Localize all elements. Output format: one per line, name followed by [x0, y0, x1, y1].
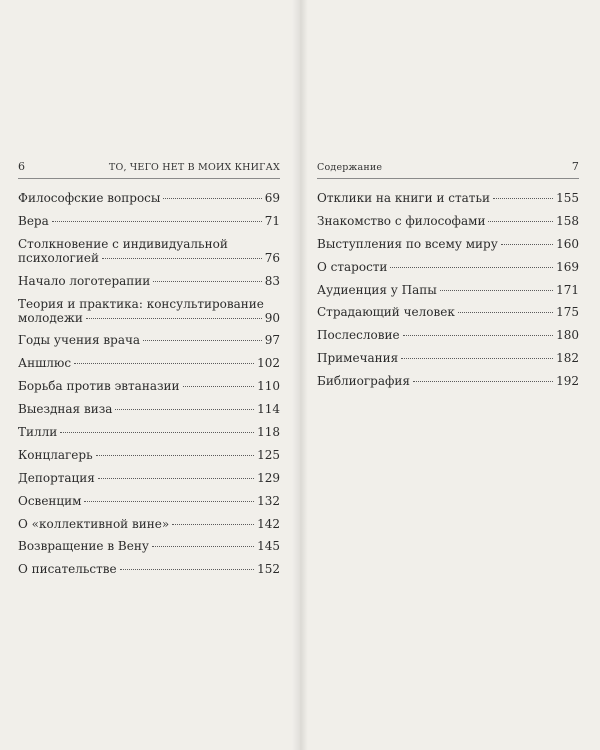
left-running-head [18, 160, 280, 179]
toc-entry-title: Депортация [18, 470, 95, 485]
toc-entry-title: Выездная виза [18, 402, 113, 417]
dot-leader [440, 290, 553, 291]
toc-entry [18, 379, 280, 393]
toc-entry [317, 237, 579, 251]
toc-entry-title: Возвращение в Вену [18, 539, 149, 554]
toc-entry-page-number: 102 [257, 356, 280, 371]
toc-entry [18, 562, 280, 576]
dot-leader [488, 221, 553, 222]
toc-entry-page-number: 132 [257, 493, 280, 508]
toc-entry-page-number: 169 [556, 259, 579, 274]
toc-entry-title: Начало логотерапии [18, 273, 151, 288]
toc-entry [18, 517, 280, 531]
toc-entry-page-number: 71 [264, 213, 280, 228]
toc-entry-title: Знакомство с философами [317, 213, 486, 228]
toc-entry-title: Освенцим [18, 493, 82, 508]
dot-leader [390, 267, 553, 268]
toc-entry-title-line1: Теория и практика: консультирование [18, 296, 264, 311]
toc-entry-title: Выступления по всему миру [317, 236, 498, 251]
left-page-number: 6 [18, 160, 26, 173]
dot-leader [403, 335, 554, 336]
dot-leader [60, 432, 254, 433]
toc-entry-page-number: 83 [264, 273, 280, 288]
toc-entry-title: Примечания [317, 351, 399, 366]
dot-leader [152, 546, 254, 547]
toc-entry [317, 214, 579, 228]
toc-entry [18, 274, 280, 288]
toc-entry-page-number: 129 [257, 470, 280, 485]
dot-leader [98, 478, 254, 479]
toc-entry-page-number: 158 [556, 213, 579, 228]
toc-entry-page-number: 175 [556, 305, 579, 320]
dot-leader [52, 221, 262, 222]
toc-entry [18, 494, 280, 508]
toc-entry-title: Отклики на книги и статьи [317, 191, 490, 205]
toc-entry-title-line1: Столкновение с индивидуальной [18, 236, 228, 251]
toc-entry-title: Концлагерь [18, 447, 93, 462]
toc-entry [317, 328, 579, 342]
toc-entry-page-number: 76 [264, 250, 280, 265]
dot-leader [458, 312, 553, 313]
dot-leader [413, 381, 553, 382]
toc-entry-page-number: 180 [556, 328, 579, 343]
toc-right [317, 191, 579, 388]
toc-entry-title: Философские вопросы [18, 191, 161, 205]
toc-entry-page-number: 160 [556, 236, 579, 251]
dot-leader [493, 198, 553, 199]
dot-leader [120, 569, 254, 570]
toc-entry [317, 374, 579, 388]
toc-entry-page-number: 110 [257, 379, 280, 394]
toc-entry-page-number: 155 [556, 191, 579, 205]
right-page [317, 160, 579, 397]
toc-entry-page-number: 182 [556, 351, 579, 366]
dot-leader [102, 258, 262, 259]
toc-entry-title: Вера [18, 213, 49, 228]
dot-leader [74, 363, 254, 364]
left-running-title: ТО, ЧЕГО НЕТ В МОИХ КНИГАХ [108, 162, 280, 173]
dot-leader [501, 244, 553, 245]
dot-leader [84, 501, 254, 502]
toc-entry-title: Страдающий человек [317, 305, 455, 320]
toc-left [18, 191, 280, 576]
toc-entry-page-number: 90 [264, 310, 280, 325]
toc-entry [18, 297, 280, 325]
book-gutter-shadow [292, 0, 308, 750]
toc-entry-page-number: 145 [257, 539, 280, 554]
toc-entry [18, 356, 280, 370]
toc-entry-title: О «коллективной вине» [18, 516, 170, 531]
toc-entry-page-number: 69 [264, 191, 280, 205]
toc-entry [18, 425, 280, 439]
dot-leader [401, 358, 553, 359]
dot-leader [86, 318, 262, 319]
toc-entry [18, 539, 280, 553]
toc-entry-title: О писательстве [18, 562, 117, 577]
right-running-title: Содержание [317, 162, 383, 173]
toc-entry [317, 351, 579, 365]
toc-entry [18, 214, 280, 228]
dot-leader [115, 409, 254, 410]
toc-entry-page-number: 171 [556, 282, 579, 297]
toc-entry-page-number: 118 [257, 425, 280, 440]
toc-entry-title: О старости [317, 259, 388, 274]
toc-entry-title: Тилли [18, 425, 58, 440]
dot-leader [172, 524, 254, 525]
toc-entry [317, 283, 579, 297]
dot-leader [163, 198, 261, 199]
toc-entry [18, 402, 280, 416]
right-running-head [317, 160, 579, 179]
toc-entry [317, 191, 579, 205]
dot-leader [183, 386, 255, 387]
toc-entry-title: Годы учения врача [18, 333, 141, 348]
toc-entry-page-number: 152 [257, 562, 280, 577]
toc-entry-page-number: 192 [556, 374, 579, 389]
toc-entry [18, 333, 280, 347]
dot-leader [143, 340, 262, 341]
toc-entry-page-number: 114 [257, 402, 280, 417]
dot-leader [96, 455, 254, 456]
toc-entry [18, 237, 280, 265]
toc-entry-title: Аншлюс [18, 356, 72, 371]
toc-entry [18, 191, 280, 205]
toc-entry-page-number: 97 [264, 333, 280, 348]
left-page [18, 160, 280, 585]
toc-entry-title: молодежи [18, 310, 83, 325]
toc-entry-title: Библиография [317, 374, 410, 389]
toc-entry-title: Борьба против эвтаназии [18, 379, 180, 394]
toc-entry [317, 305, 579, 319]
toc-entry-title: Послесловие [317, 328, 400, 343]
toc-entry-page-number: 125 [257, 447, 280, 462]
toc-entry [317, 260, 579, 274]
toc-entry-title: психологией [18, 250, 99, 265]
toc-entry [18, 471, 280, 485]
right-page-number: 7 [571, 160, 579, 173]
toc-entry-page-number: 142 [257, 516, 280, 531]
toc-entry [18, 448, 280, 462]
dot-leader [153, 281, 261, 282]
toc-entry-title: Аудиенция у Папы [317, 282, 437, 297]
